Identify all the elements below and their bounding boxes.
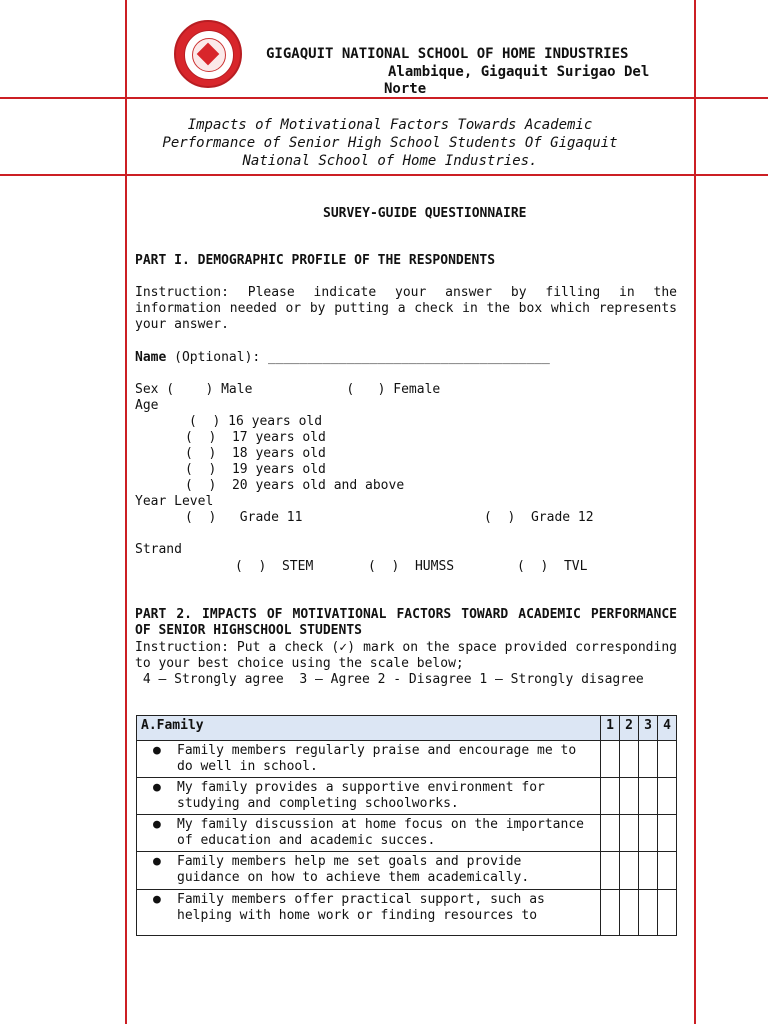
rating-cell-3[interactable] <box>639 852 658 890</box>
bullet-icon: ● <box>153 817 161 832</box>
sex-options[interactable]: Sex ( ) Male ( ) Female <box>135 382 441 397</box>
school-seal-logo <box>174 20 242 88</box>
left-margin-line <box>125 0 127 1024</box>
age-option-17[interactable]: ( ) 17 years old <box>185 430 326 445</box>
year-option-grade11[interactable]: ( ) Grade 11 <box>185 510 303 525</box>
part1-instruction: Instruction: Please indicate your answer by filling in the information needed or by putting a check in the box which represents your answer. <box>135 285 677 332</box>
statement-text: Family members regularly praise and encourage me to do well in school. <box>177 743 577 774</box>
section-header-family: A.Family <box>137 716 601 741</box>
table-header-row <box>137 716 677 741</box>
rating-cell-1[interactable] <box>601 778 620 815</box>
rating-cell-3[interactable] <box>639 778 658 815</box>
rating-cell-3[interactable] <box>639 890 658 936</box>
header-divider-line <box>0 97 768 99</box>
strand-option-humss[interactable]: ( ) HUMSS <box>368 559 455 574</box>
statement-text: My family discussion at home focus on the importance of education and academic succes. <box>177 817 584 848</box>
rating-cell-1[interactable] <box>601 890 620 936</box>
rating-cell-2[interactable] <box>620 815 639 852</box>
rating-cell-1[interactable] <box>601 741 620 778</box>
bullet-icon: ● <box>153 780 161 795</box>
rating-cell-2[interactable] <box>620 741 639 778</box>
survey-heading: SURVEY-GUIDE QUESTIONNAIRE <box>323 206 527 221</box>
bullet-icon: ● <box>153 854 161 869</box>
school-address-line2: Norte <box>384 81 427 97</box>
rating-cell-4[interactable] <box>658 890 677 936</box>
age-option-16[interactable]: ( ) 16 years old <box>189 414 323 429</box>
column-header-4: 4 <box>658 716 677 741</box>
table-row <box>137 778 677 815</box>
school-address-line1: Alambique, Gigaquit Surigao Del <box>388 64 650 80</box>
rating-cell-4[interactable] <box>658 741 677 778</box>
strand-option-tvl[interactable]: ( ) TVL <box>517 559 588 574</box>
rating-cell-4[interactable] <box>658 815 677 852</box>
statement-text: Family members offer practical support, such as helping with home work or finding resources to <box>177 892 545 923</box>
right-margin-line <box>694 0 696 1024</box>
age-option-20-above[interactable]: ( ) 20 years old and above <box>185 478 405 493</box>
school-name: GIGAQUIT NATIONAL SCHOOL OF HOME INDUSTRIES <box>266 46 629 62</box>
rating-scale: 4 – Strongly agree 3 – Agree 2 - Disagree 1 – Strongly disagree <box>135 672 644 687</box>
statement-text: Family members help me set goals and provide guidance on how to achieve them academically. <box>177 854 530 885</box>
statement-text: My family provides a supportive environment for studying and completing schoolworks. <box>177 780 545 811</box>
rating-cell-1[interactable] <box>601 852 620 890</box>
table-row <box>137 890 677 936</box>
rating-cell-1[interactable] <box>601 815 620 852</box>
rating-cell-3[interactable] <box>639 815 658 852</box>
name-field-line[interactable] <box>135 350 550 365</box>
strand-label: Strand <box>135 542 182 557</box>
year-option-grade12[interactable]: ( ) Grade 12 <box>484 510 594 525</box>
column-header-1: 1 <box>601 716 620 741</box>
bullet-icon: ● <box>153 892 161 907</box>
age-option-19[interactable]: ( ) 19 years old <box>185 462 326 477</box>
table-row <box>137 852 677 890</box>
rating-cell-2[interactable] <box>620 890 639 936</box>
age-label: Age <box>135 398 159 413</box>
name-label: Name <box>135 350 167 365</box>
part2-instruction: Instruction: Put a check (✓) mark on the space provided corresponding to your best choice using the scale below; <box>135 640 677 671</box>
column-header-3: 3 <box>639 716 658 741</box>
age-option-18[interactable]: ( ) 18 years old <box>185 446 326 461</box>
column-header-2: 2 <box>620 716 639 741</box>
year-level-label: Year Level <box>135 494 214 509</box>
table-row <box>137 741 677 778</box>
rating-cell-2[interactable] <box>620 852 639 890</box>
table-row <box>137 815 677 852</box>
part1-heading: PART I. DEMOGRAPHIC PROFILE OF THE RESPONDENTS <box>135 253 496 268</box>
strand-option-stem[interactable]: ( ) STEM <box>235 559 314 574</box>
name-field-blank[interactable]: (Optional): ____________________________________ <box>166 350 550 365</box>
bullet-icon: ● <box>153 743 161 758</box>
title-divider-line <box>0 174 768 176</box>
research-title: Impacts of Motivational Factors Towards Academic Performance of Senior High School Students Of Gigaquit National School of Home Industries. <box>162 117 618 169</box>
rating-cell-3[interactable] <box>639 741 658 778</box>
part2-heading: PART 2. IMPACTS OF MOTIVATIONAL FACTORS TOWARD ACADEMIC PERFORMANCE OF SENIOR HIGHSCHOOL STUDENTS <box>135 607 677 638</box>
rating-cell-2[interactable] <box>620 778 639 815</box>
rating-cell-4[interactable] <box>658 778 677 815</box>
rating-cell-4[interactable] <box>658 852 677 890</box>
family-rating-table <box>136 715 677 936</box>
